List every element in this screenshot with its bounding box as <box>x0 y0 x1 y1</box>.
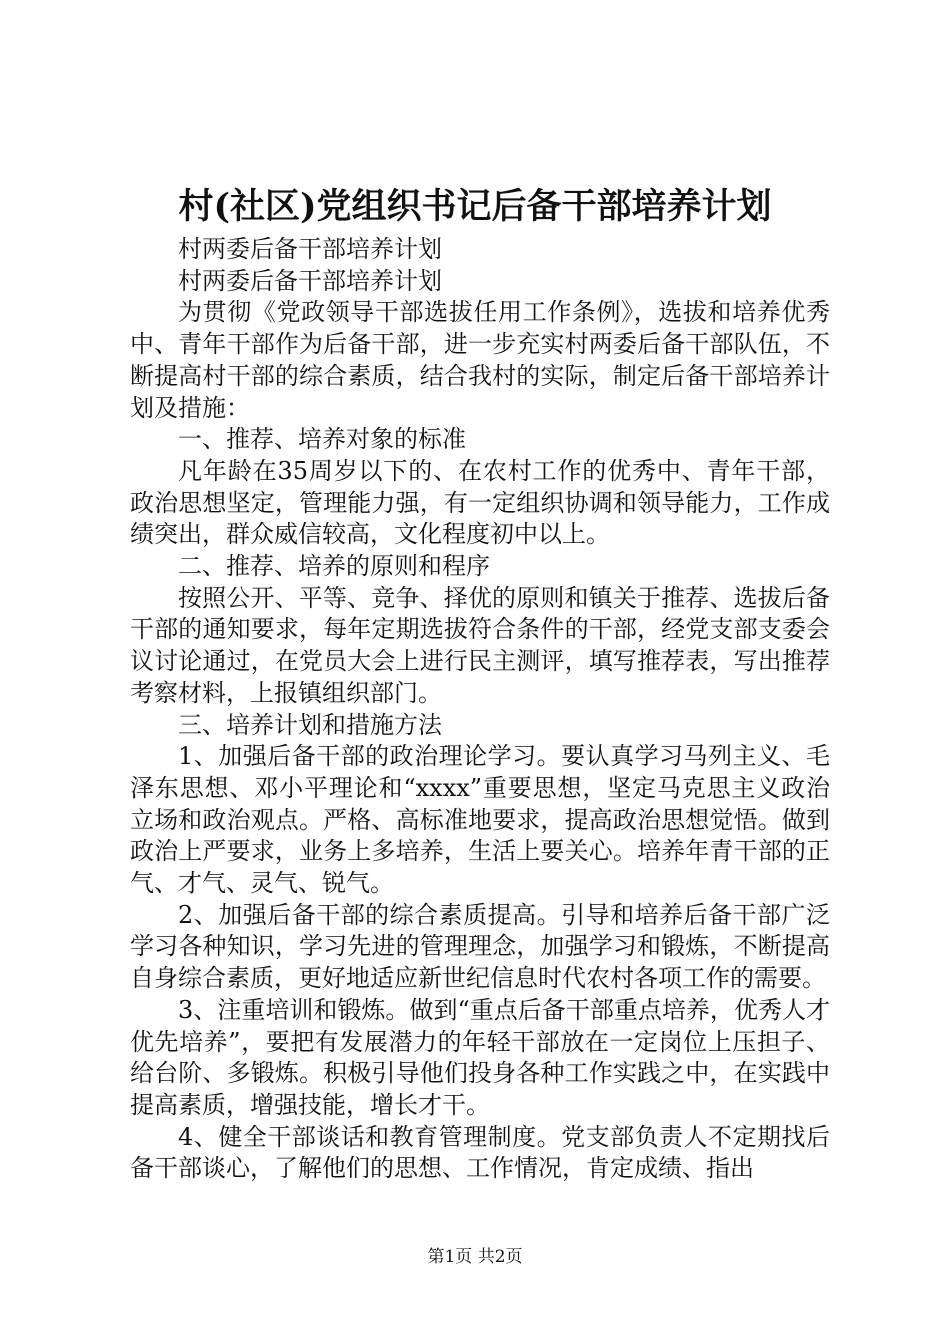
document-title: 村(社区)党组织书记后备干部培养计划 <box>178 186 772 227</box>
page-number-footer: 第1页 共2页 <box>427 1247 523 1267</box>
section-heading: 三、培养计划和措施方法 <box>178 710 442 739</box>
subtitle-line: 村两委后备干部培养计划 <box>178 235 442 263</box>
body-paragraph: 3、注重培训和锻炼。做到“重点后备干部重点培养，优秀人才优先培养”，要把有发展潜力的年轻干部放在一定岗位上压担子、给台阶、多锻炼。积极引导他们投身各种工作实践之中，在实践中提高素质，增强技能，增长才干。 <box>130 995 830 1119</box>
document-body <box>130 234 830 1185</box>
subtitle-line: 村两委后备干部培养计划 <box>178 266 442 295</box>
body-paragraph: 为贯彻《党政领导干部选拔任用工作条例》，选拔和培养优秀中、青年干部作为后备干部，进一步充实村两委后备干部队伍，不断提高村干部的综合素质，结合我村的实际，制定后备干部培养计划及措施： <box>130 298 830 422</box>
body-paragraph: 2、加强后备干部的综合素质提高。引导和培养后备干部广泛学习各种知识，学习先进的管理理念，加强学习和锻炼，不断提高自身综合素质，更好地适应新世纪信息时代农村各项工作的需要。 <box>130 900 830 993</box>
body-paragraph: 4、健全干部谈话和教育管理制度。党支部负责人不定期找后备干部谈心，了解他们的思想、工作情况，肯定成绩、指出 <box>130 1122 830 1183</box>
body-paragraph: 1、加强后备干部的政治理论学习。要认真学习马列主义、毛泽东思想、邓小平理论和“xxxx”重要思想，坚定马克思主义政治立场和政治观点。严格、高标准地要求，提高政治思想觉悟。做到政治上严要求，业务上多培养，生活上要关心。培养年青干部的正气、才气、灵气、锐气。 <box>130 742 830 898</box>
section-heading: 二、推荐、培养的原则和程序 <box>178 552 490 581</box>
section-heading: 一、推荐、培养对象的标准 <box>178 425 466 454</box>
body-paragraph: 凡年龄在35周岁以下的、在农村工作的优秀中、青年干部，政治思想坚定，管理能力强，有一定组织协调和领导能力，工作成绩突出，群众威信较高，文化程度初中以上。 <box>130 456 830 549</box>
body-paragraph: 按照公开、平等、竞争、择优的原则和镇关于推荐、选拔后备干部的通知要求，每年定期选拔符合条件的干部，经党支部支委会议讨论通过，在党员大会上进行民主测评，填写推荐表，写出推荐考察材料，上报镇组织部门。 <box>130 583 830 707</box>
